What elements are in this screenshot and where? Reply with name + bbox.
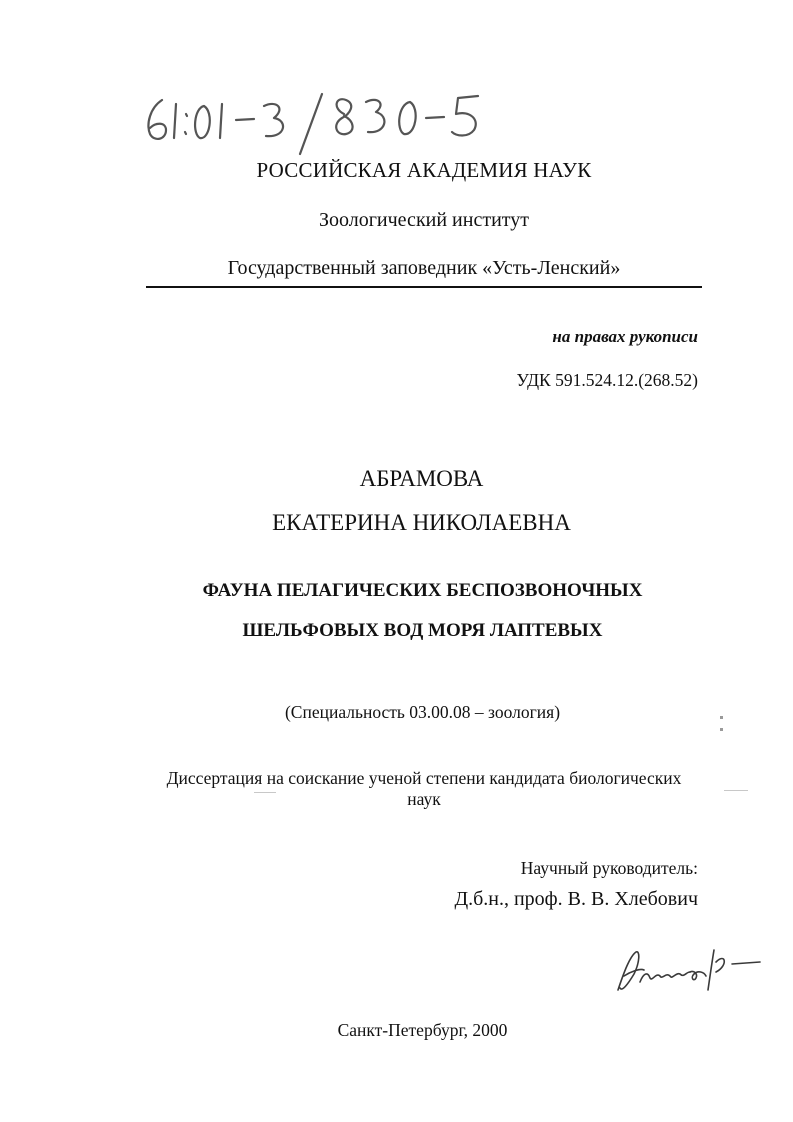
dissertation-title-line-2: ШЕЛЬФОВЫХ ВОД МОРЯ ЛАПТЕВЫХ (242, 620, 603, 641)
supervisor-name: Д.б.н., проф. В. В. Хлебович (454, 888, 698, 910)
scan-speck (254, 792, 276, 793)
city-year: Санкт-Петербург, 2000 (337, 1020, 508, 1040)
scan-speck (724, 790, 748, 791)
udk-code: УДК 591.524.12.(268.52) (516, 370, 698, 390)
author-name: ЕКАТЕРИНА НИКОЛАЕВНА (272, 510, 571, 535)
speciality: (Специальность 03.00.08 – зоология) (284, 702, 561, 722)
reserve-name: Государственный заповедник «Усть-Ленский» (227, 257, 621, 279)
supervisor-signature (610, 942, 770, 1002)
degree-statement: Диссертация на соискание ученой степени кандидата биологических наук (166, 768, 682, 809)
rights-notice: на правах рукописи (552, 327, 698, 346)
header-divider (146, 286, 702, 288)
dissertation-title-line-1: ФАУНА ПЕЛАГИЧЕСКИХ БЕСПОЗВОНОЧНЫХ (202, 580, 643, 601)
institute-name: Зоологический институт (318, 209, 530, 231)
academy-heading: РОССИЙСКАЯ АКАДЕМИЯ НАУК (256, 158, 592, 182)
supervisor-label: Научный руководитель: (520, 858, 698, 878)
scan-speck (720, 716, 723, 719)
handwritten-archive-code (140, 88, 500, 168)
scan-speck (720, 728, 723, 731)
author-surname: АБРАМОВА (359, 466, 484, 491)
